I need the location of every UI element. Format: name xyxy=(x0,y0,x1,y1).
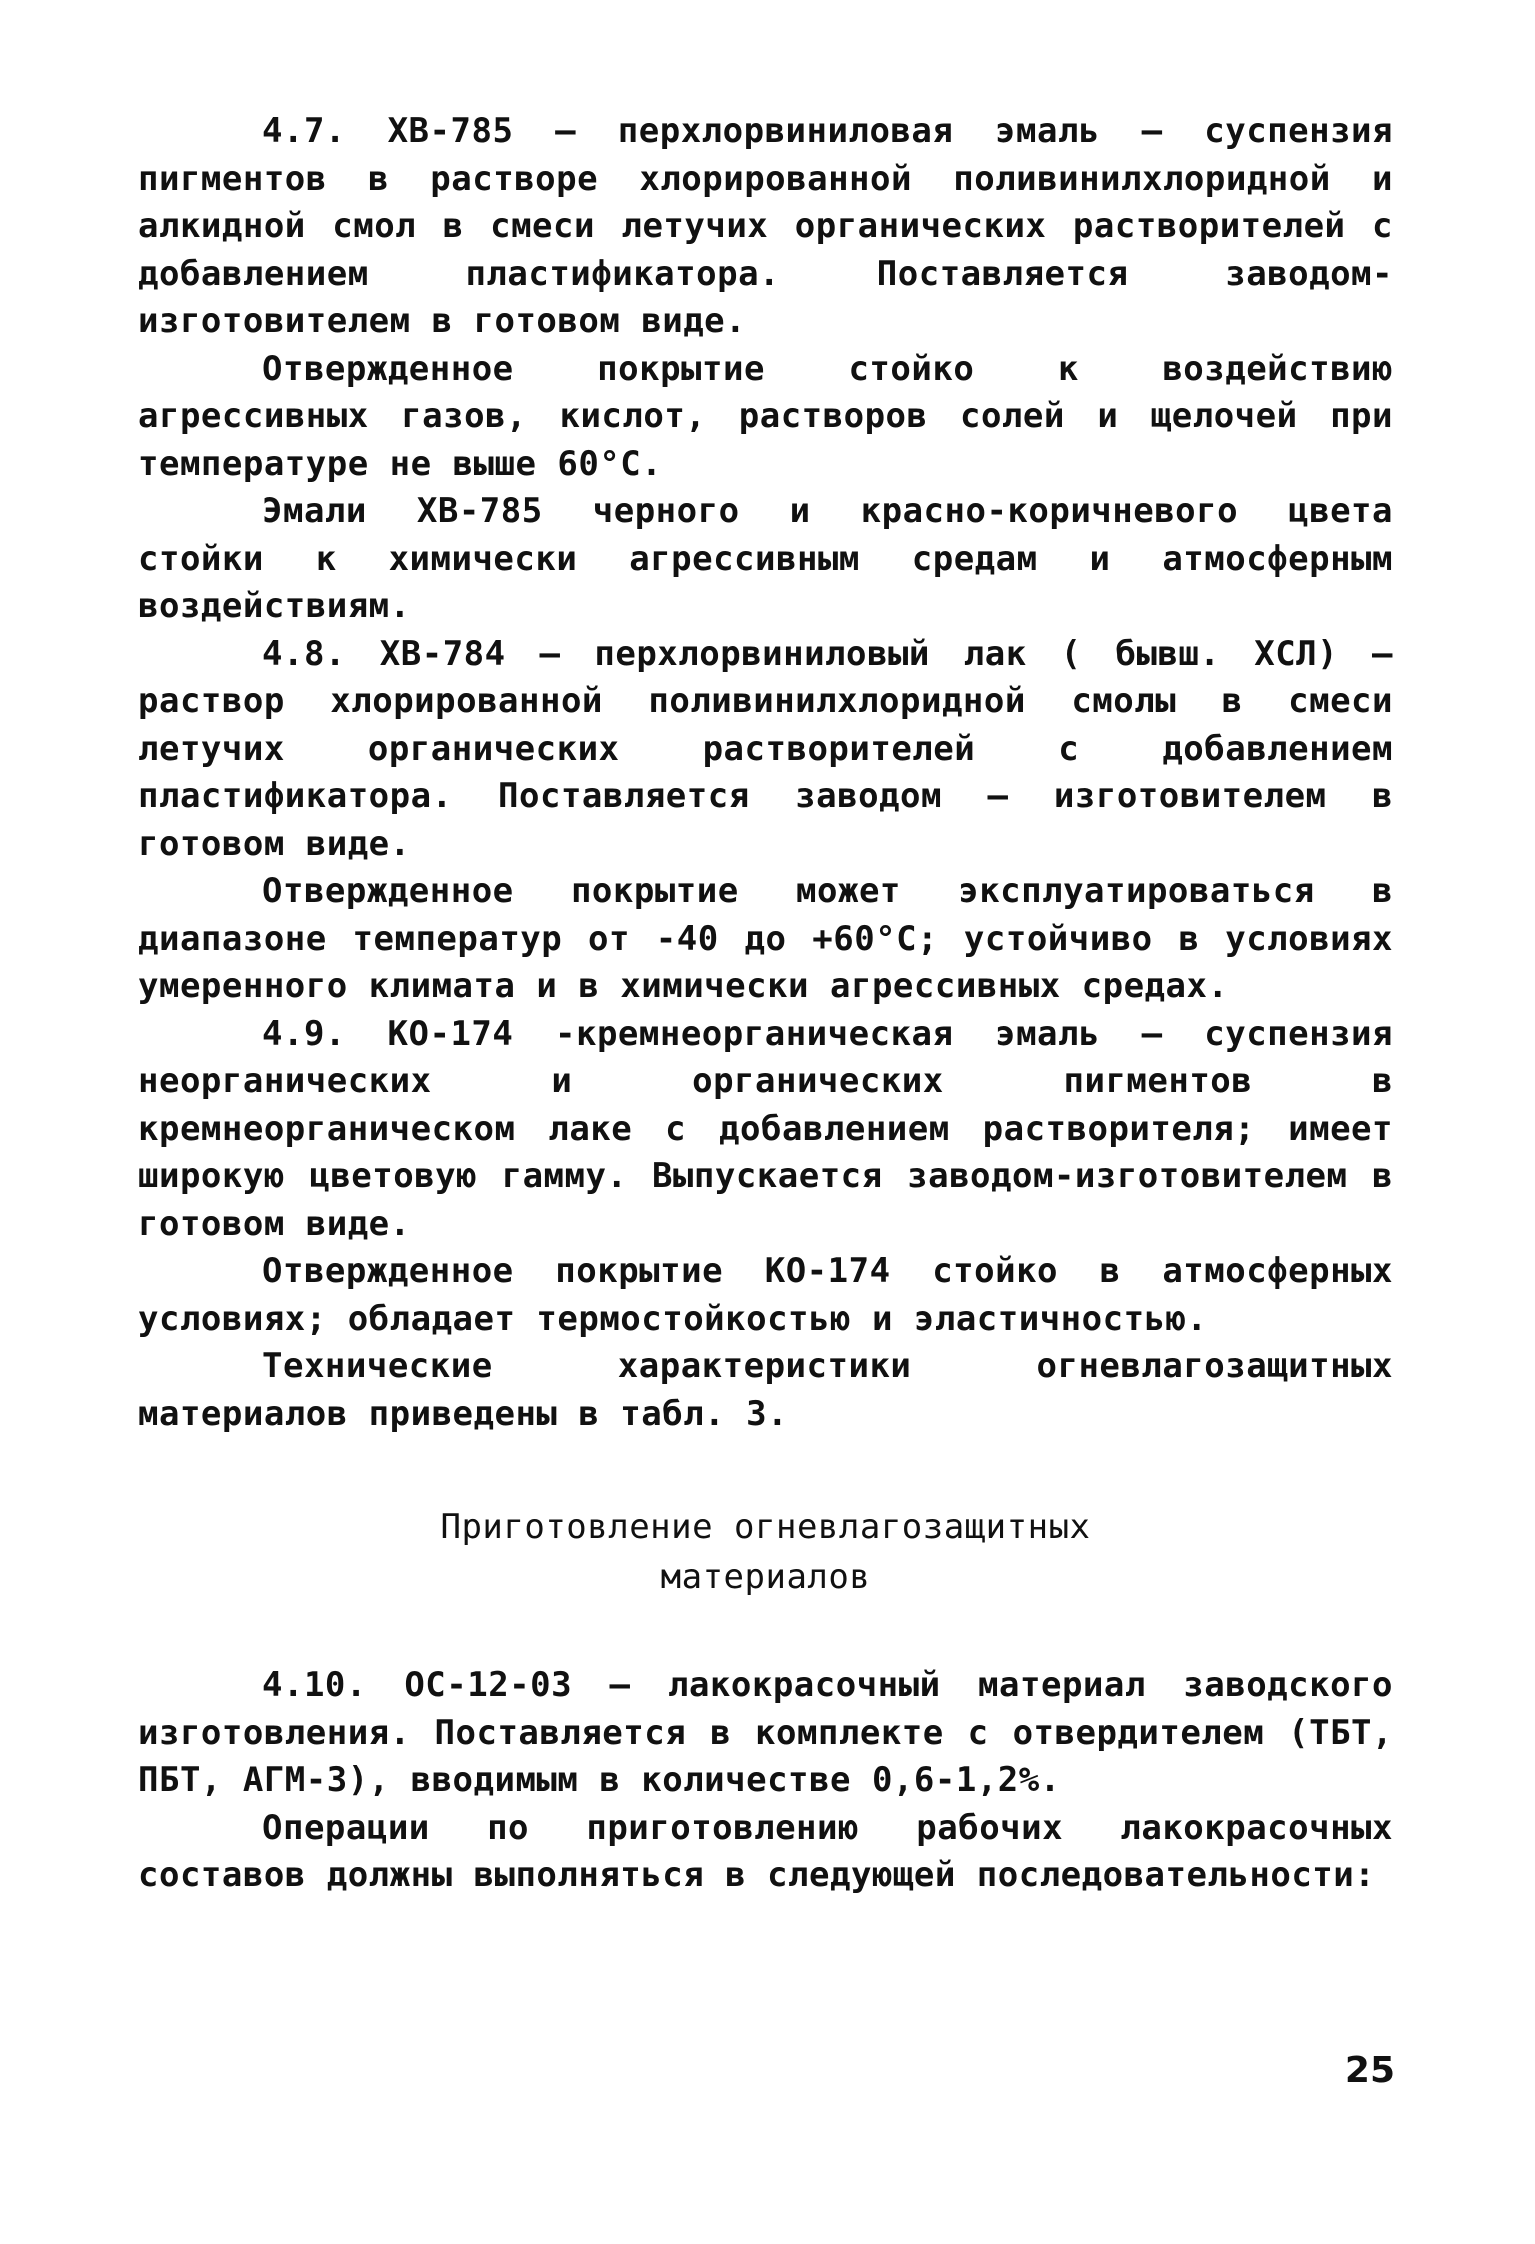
paragraph-4-8-operation: Отвержденное покрытие может эксплуатироваться в диапазоне температур от -40 до +60°С; устойчиво в условиях умеренного климата и в химически агрессивных средах. xyxy=(138,871,1393,1006)
paragraph-table-reference: Технические характеристики огневлагозащитных материалов приведены в табл. 3. xyxy=(138,1346,1393,1434)
paragraph-4-7-resistance: Отвержденное покрытие стойко к воздействию агрессивных газов, кислот, растворов солей и щелочей при температуре не выше 60°С. xyxy=(138,348,1393,484)
section-heading-line-2: материалов xyxy=(660,1557,871,1597)
paragraph-4-9: 4.9. КО-174 -кремнеорганическая эмаль – суспензия неорганических и органических пигментов в кремнеорганическом лаке с добавлением растворителя; имеет широкую цветовую гамму. Выпускается заводом-изготовителем в готовом виде. xyxy=(138,1013,1393,1244)
paragraph-4-7-colors: Эмали ХВ-785 черного и красно-коричневого цвета стойки к химически агрессивным средам и атмосферным воздействиям. xyxy=(138,491,1393,626)
document-page xyxy=(138,108,1393,1900)
page-number: 25 xyxy=(1344,2050,1395,2091)
paragraph-4-9-properties: Отвержденное покрытие КО-174 стойко в атмосферных условиях; обладает термостойкостью и эластичностью. xyxy=(138,1251,1393,1339)
paragraph-4-10: 4.10. ОС-12-03 – лакокрасочный материал заводского изготовления. Поставляется в комплекте с отвердителем (ТБТ, ПБТ, АГМ-3), вводимым в количестве 0,6-1,2%. xyxy=(138,1665,1393,1800)
section-heading xyxy=(138,1502,1393,1602)
section-heading-line-1: Приготовление огневлагозащитных xyxy=(440,1507,1091,1547)
paragraph-4-8: 4.8. ХВ-784 – перхлорвиниловый лак ( бывш. ХСЛ) – раствор хлорированной поливинилхлоридной смолы в смеси летучих органических растворителей с добавлением пластификатора. Поставляется заводом – изготовителем в готовом виде. xyxy=(138,633,1393,864)
paragraph-4-7: 4.7. ХВ-785 – перхлорвиниловая эмаль – суспензия пигментов в растворе хлорированной поливинилхлоридной и алкидной смол в смеси летучих органических растворителей с добавлением пластификатора. Поставляется заводом-изготовителем в готовом виде. xyxy=(138,111,1393,341)
paragraph-operations: Операции по приготовлению рабочих лакокрасочных составов должны выполняться в следующей последовательности: xyxy=(138,1807,1393,1895)
